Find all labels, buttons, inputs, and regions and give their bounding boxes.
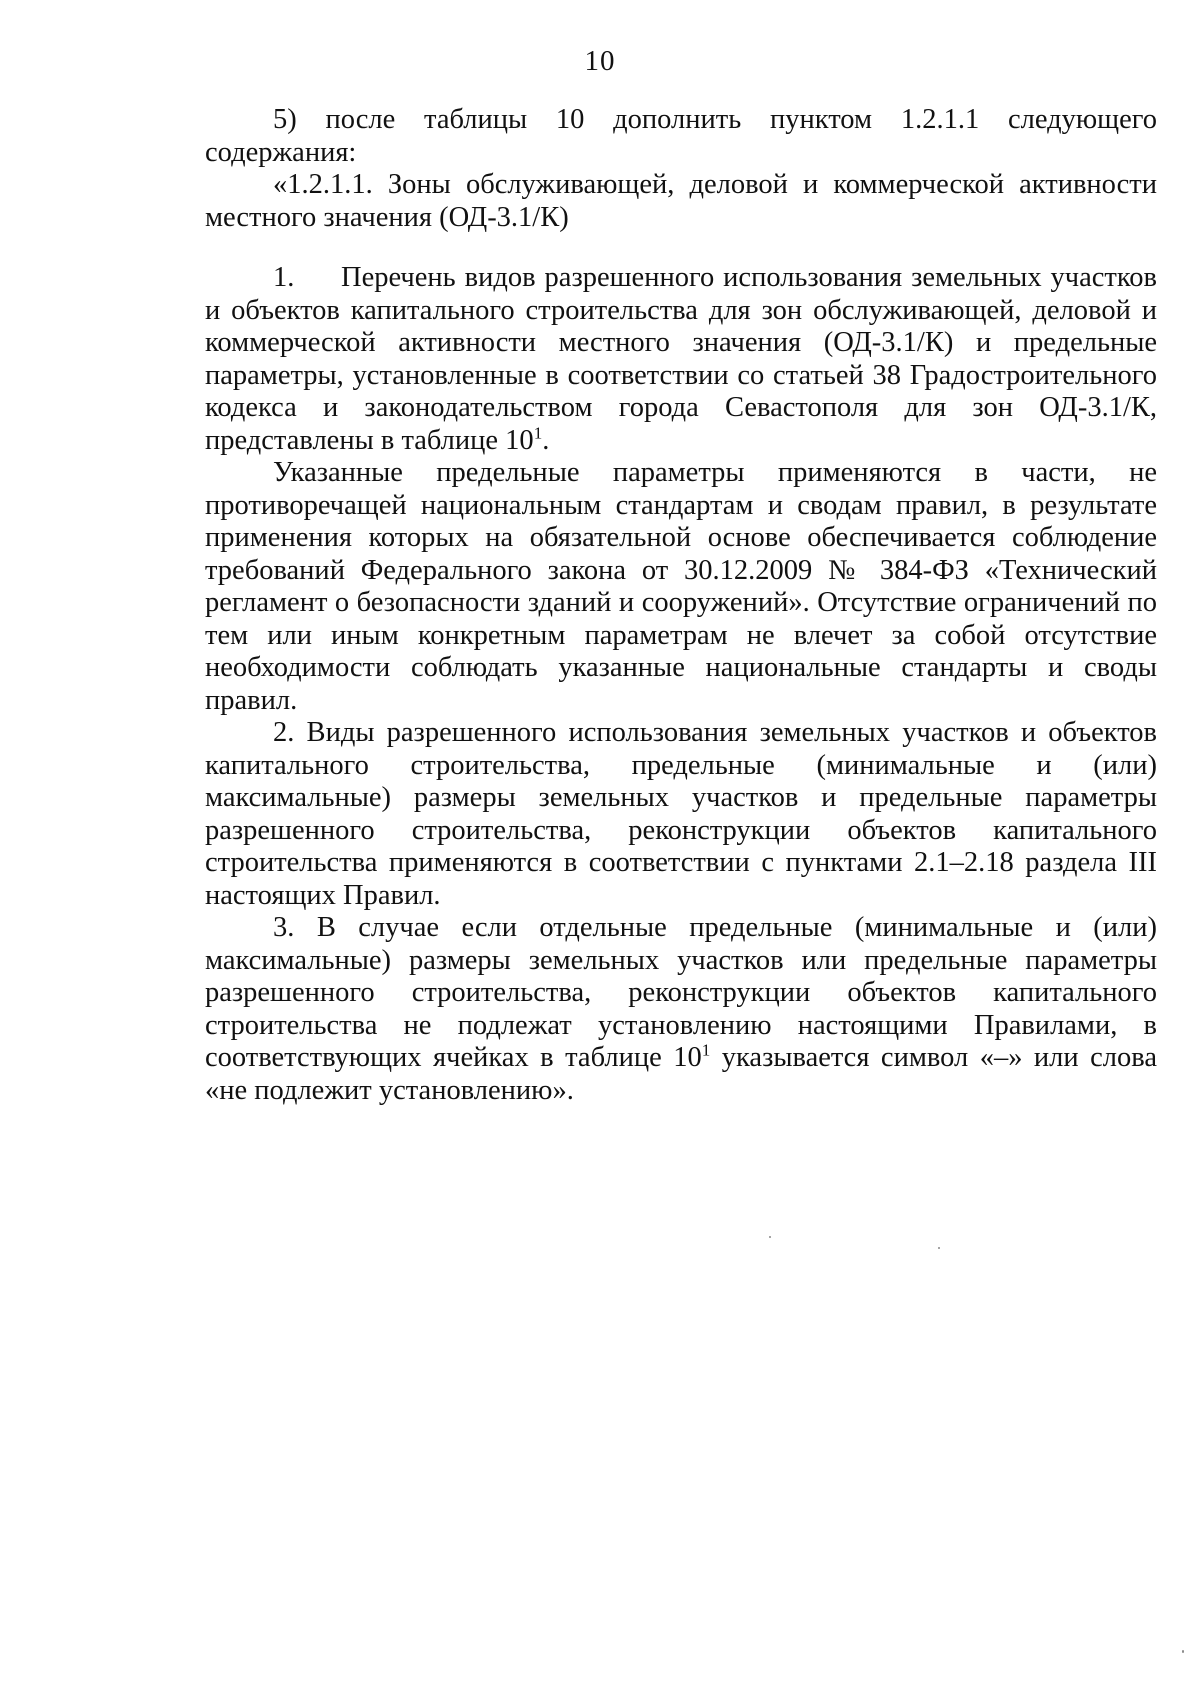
- intro-paragraph: 5) после таблицы 10 дополнить пунктом 1.2.1.1 следующего содержания:: [205, 104, 1157, 168]
- scan-speck: [938, 1247, 940, 1249]
- scan-speck: [769, 1236, 771, 1238]
- section-heading: «1.2.1.1. Зоны обслуживающей, деловой и коммерческой активности местного значения (ОД-3.1/К): [205, 169, 1157, 233]
- item-3-text-end: указывается символ «–» или слова «не подлежит установлению».: [205, 1042, 1157, 1106]
- paragraph-gap: [205, 234, 1157, 262]
- item-3-paragraph: [205, 912, 1157, 1107]
- item-3-superscript: 1: [701, 1040, 711, 1060]
- note-paragraph: Указанные предельные параметры применяются в части, не противоречащей национальным стандартам и сводам правил, в результате применения которых на обязательной основе обеспечивается соблюдение требований Федерального закона от 30.12.2009 № 384-ФЗ «Технический регламент о безопасности зданий и сооружений». Отсутствие ограничений по тем или иным конкретным параметрам не влечет за собой отсутствие необходимости соблюдать указанные национальные стандарты и своды правил.: [205, 457, 1157, 716]
- item-1-superscript: 1: [533, 423, 543, 442]
- item-2-paragraph: 2. Виды разрешенного использования земельных участков и объектов капитального строительства, предельные (минимальные и (или) максимальные) размеры земельных участков и предельные параметры разрешенного строительства, реконструкции объектов капитального строительства применяются в соответствии с пунктами 2.1–2.18 раздела III настоящих Правил.: [205, 717, 1157, 911]
- item-1-end: .: [542, 424, 550, 456]
- item-3-text: 3. В случае если отдельные предельные (минимальные и (или) максимальные) размеры земельных участков или предельные параметры разрешенного строительства, реконструкции объектов капитального строительства не подлежат установлению настоящими Правилами, в соответствующих ячейках в таблице 10: [205, 912, 1157, 1073]
- page-number: 10: [584, 45, 616, 77]
- item-1-text: Перечень видов разрешенного использования земельных участков и объектов капитального строительства для зон обслуживающей, деловой и коммерческой активности местного значения (ОД-3.1/К) и предельные параметры, установленные в соответствии со статьей 38 Градостроительного кодекса и законодательством города Севастополя для зон ОД-3.1/К, представлены в таблице 10: [205, 262, 1157, 456]
- scan-speck: [1182, 1650, 1184, 1653]
- document-body: [205, 104, 1157, 1107]
- item-1-paragraph: [205, 262, 1157, 457]
- item-1-number: 1.: [273, 262, 295, 293]
